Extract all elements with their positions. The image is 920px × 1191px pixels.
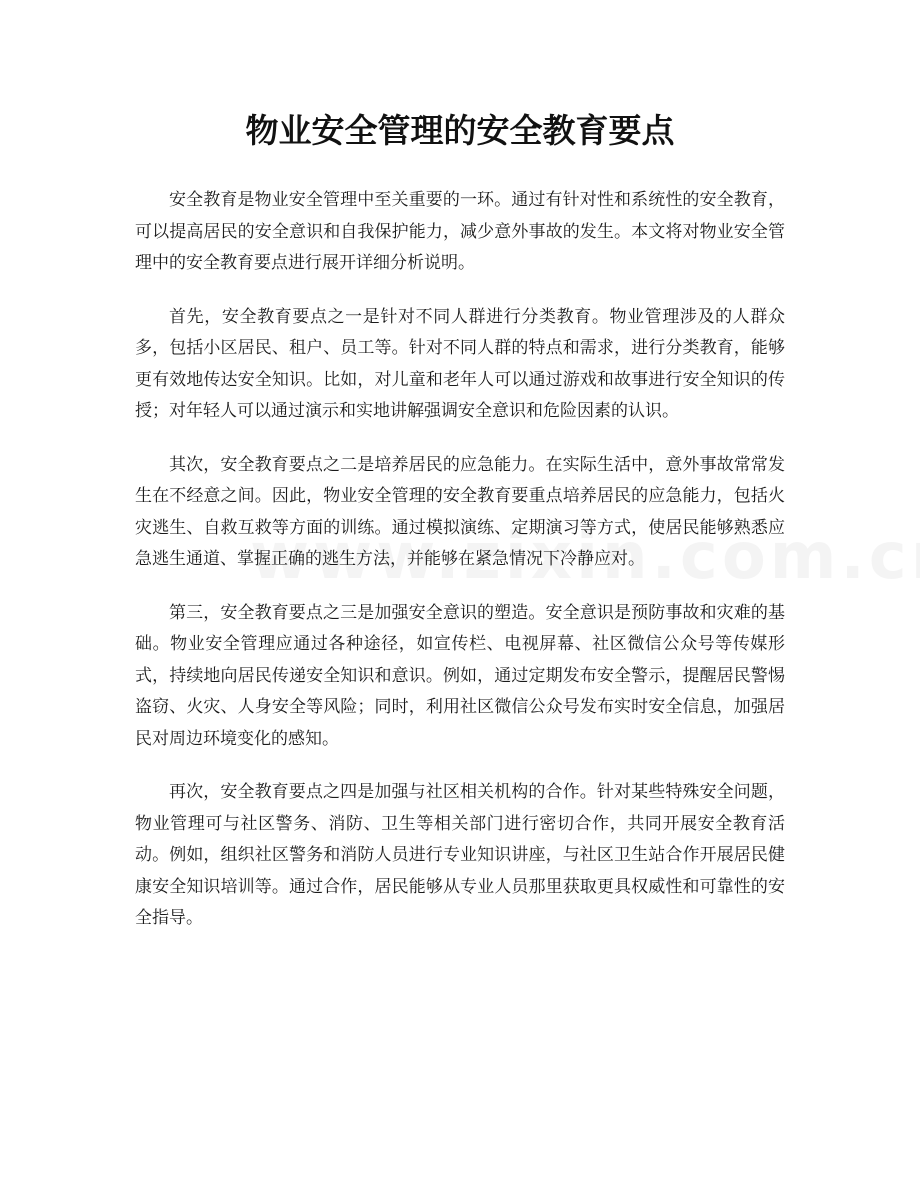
paragraph-point-2: 其次，安全教育要点之二是培养居民的应急能力。在实际生活中，意外事故常常发生在不经意之间。因此，物业安全管理的安全教育要重点培养居民的应急能力，包括火灾逃生、自救互救等方面的训练。通过模拟演练、定期演习等方式，使居民能够熟悉应急逃生通道、掌握正确的逃生方法，并能够在紧急情况下冷静应对。: [135, 454, 785, 569]
document-title: 物业安全管理的安全教育要点: [245, 111, 675, 150]
paragraph-point-1: 首先，安全教育要点之一是针对不同人群进行分类教育。物业管理涉及的人群众多，包括小区居民、租户、员工等。针对不同人群的特点和需求，进行分类教育，能够更有效地传达安全知识。比如，对儿童和老年人可以通过游戏和故事进行安全知识的传授；对年轻人可以通过演示和实地讲解强调安全意识和危险因素的认识。: [135, 306, 785, 421]
paragraph-intro: 安全教育是物业安全管理中至关重要的一环。通过有针对性和系统性的安全教育，可以提高居民的安全意识和自我保护能力，减少意外事故的发生。本文将对物业安全管理中的安全教育要点进行展开详细分析说明。: [135, 190, 785, 273]
paragraph-point-3: 第三，安全教育要点之三是加强安全意识的塑造。安全意识是预防事故和灾难的基础。物业安全管理应通过各种途径，如宣传栏、电视屏幕、社区微信公众号等传媒形式，持续地向居民传递安全知识和意识。例如，通过定期发布安全警示，提醒居民警惕盗窃、火灾、人身安全等风险；同时，利用社区微信公众号发布实时安全信息，加强居民对周边环境变化的感知。: [135, 602, 785, 749]
document-body: [135, 185, 785, 957]
paragraph-point-4: 再次，安全教育要点之四是加强与社区相关机构的合作。针对某些特殊安全问题，物业管理可与社区警务、消防、卫生等相关部门进行密切合作，共同开展安全教育活动。例如，组织社区警务和消防人员进行专业知识讲座，与社区卫生站合作开展居民健康安全知识培训等。通过合作，居民能够从专业人员那里获取更具权威性和可靠性的安全指导。: [135, 782, 785, 928]
